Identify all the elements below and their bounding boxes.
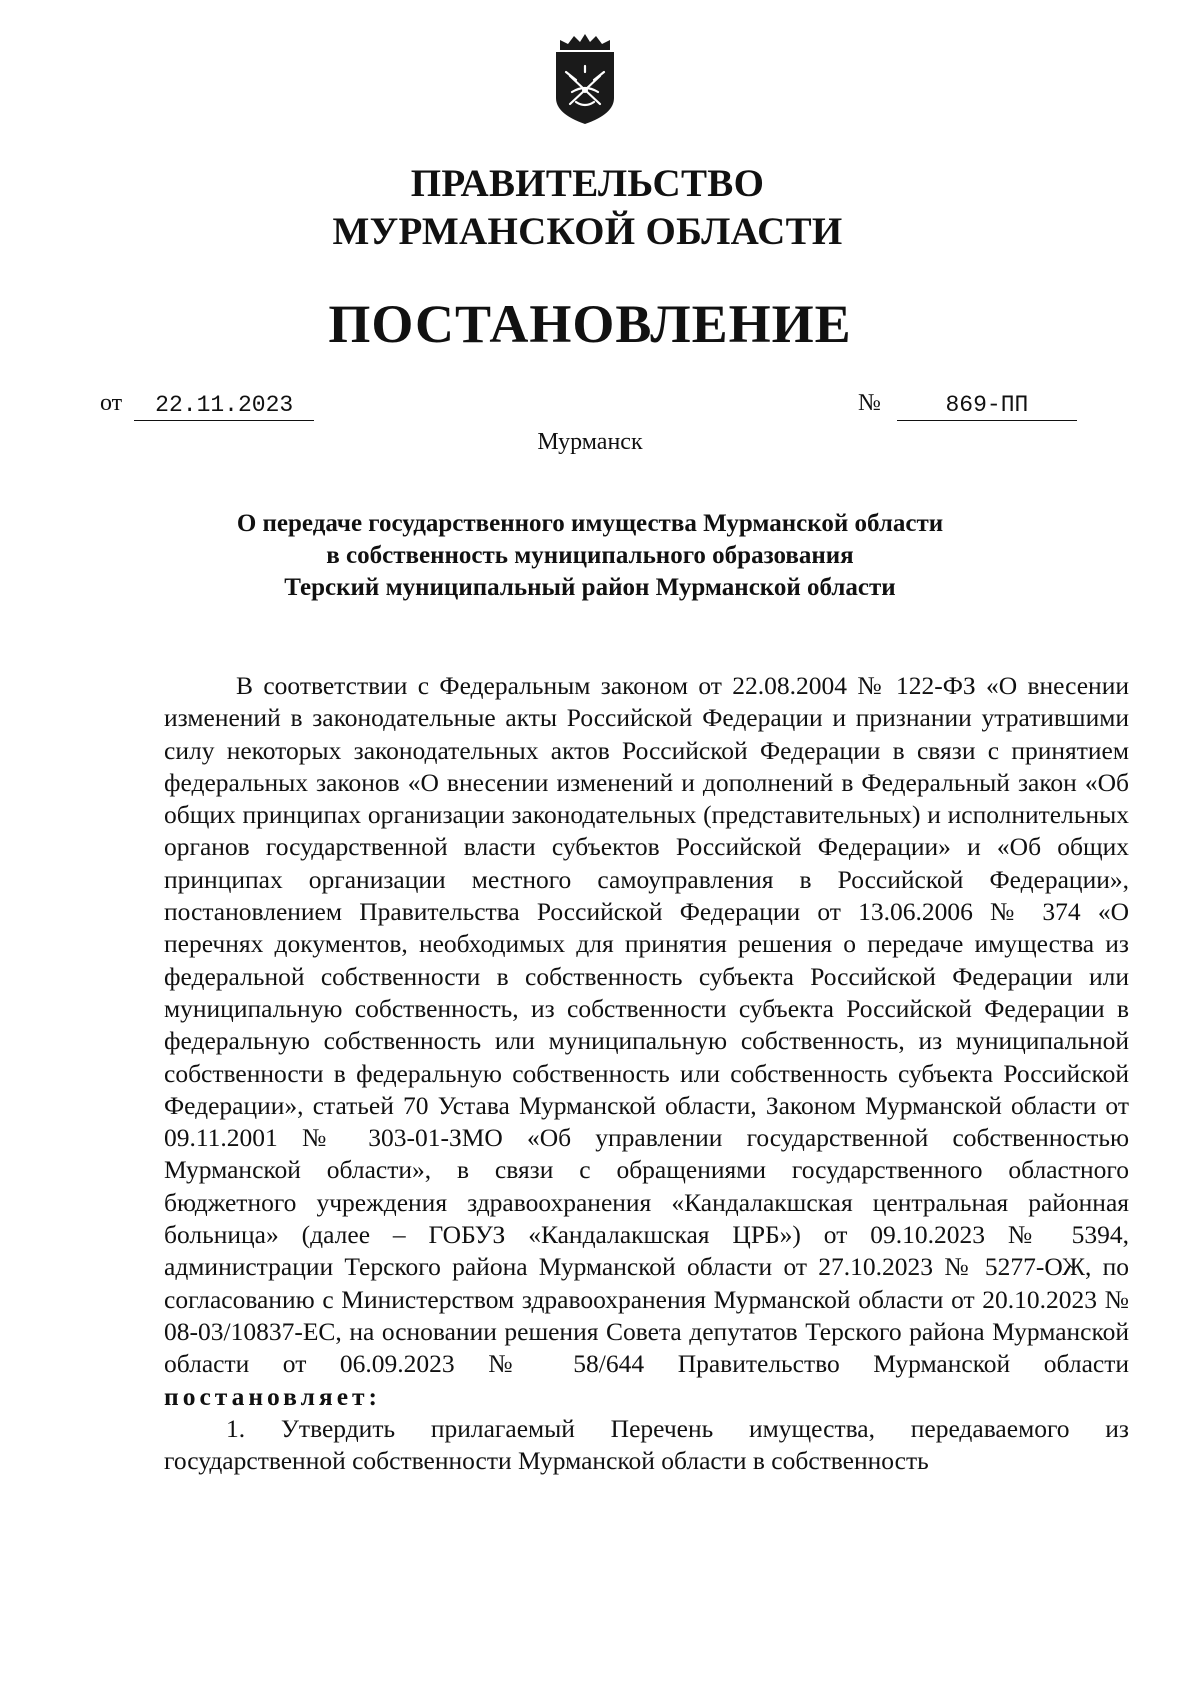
government-title (0, 160, 1175, 256)
subject-line-1: О передаче государственного имущества Мурманской области (236, 510, 944, 537)
date-row (100, 385, 314, 421)
document-body (164, 670, 1129, 1477)
document-subject (0, 508, 1180, 604)
preamble-text: В соответствии с Федеральным законом от 22.08.2004 № 122-ФЗ «О внесении изменений в законодательные акты Российской Федерации и признании утратившими силу некоторых законодательных актов Российской Федерации в связи с принятием федеральных законов «О внесении изменений и дополнений в Федеральный закон «Об общих принципах организации законодательных (представительных) и исполнительных органов государственной власти субъектов Российской Федерации» и «Об общих принципах организации местного самоуправления в Российской Федерации», постановлением Правительства Российской Федерации от 13.06.2006 № 374 «О перечнях документов, необходимых для принятия решения о передаче имущества из федеральной собственности в собственность субъекта Российской Федерации или муниципальную собственность, из собственности субъекта Российской Федерации в федеральную собственность или муниципальную собственность, из муниципальной собственности в федеральную собственность или собственность субъекта Российской Федерации», статьей 70 Устава Мурманской области, Законом Мурманской области от 09.11.2001 № 303-01-ЗМО «Об управлении государственной собственностью Мурманской области», в связи с обращениями государственного областного бюджетного учреждения здравоохранения «Кандалакшская центральная районная больница» (далее – ГОБУЗ «Кандалакшская ЦРБ») от 09.10.2023 № 5394, администрации Терского района Мурманской области от 27.10.2023 № 5277-ОЖ, по согласованию с Министерством здравоохранения Мурманской области от 20.10.2023 № 08-03/10837-ЕС, на основании решения Совета депутатов Терского района Мурманской области от 06.09.2023 № 58/644 Правительство Мурманской области (164, 671, 1129, 1379)
preamble-paragraph (164, 670, 1129, 1413)
subject-line-3: Терский муниципальный район Мурманской области (284, 574, 896, 601)
item-1-paragraph: 1. Утвердить прилагаемый Перечень имущества, передаваемого из государственной собственности Мурманской области в собственность (164, 1413, 1129, 1476)
government-title-line-1: ПРАВИТЕЛЬСТВО (410, 162, 765, 205)
government-title-line-2: МУРМАНСКОЙ ОБЛАСТИ (332, 210, 843, 253)
city-name: Мурманск (537, 429, 643, 455)
document-type-heading: ПОСТАНОВЛЕНИЕ (328, 294, 852, 354)
date-label: от (100, 390, 123, 416)
coat-of-arms-icon (546, 32, 624, 126)
number-row (858, 385, 1077, 421)
number-label: № (858, 390, 881, 416)
subject-line-2: в собственность муниципального образования (326, 542, 854, 569)
document-date: 22.11.2023 (134, 390, 314, 421)
resolves-keyword: постановляет: (164, 1381, 382, 1411)
document-number: 869-ПП (897, 390, 1077, 421)
